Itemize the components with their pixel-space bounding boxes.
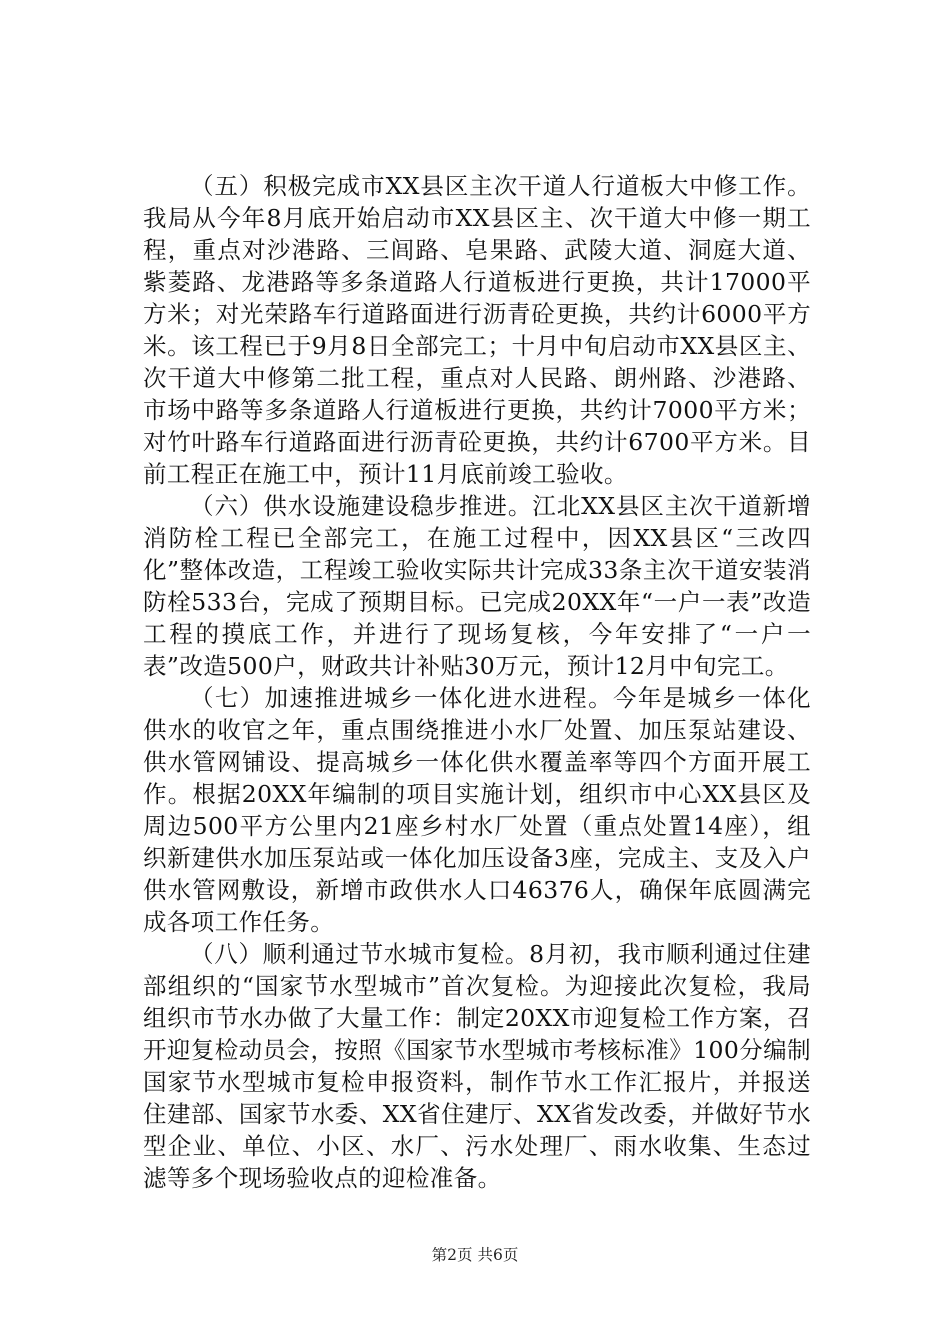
paragraph-section-7: （七）加速推进城乡一体化进水进程。今年是城乡一体化供水的收官之年，重点围绕推进小水厂处置、加压泵站建设、供水管网铺设、提高城乡一体化供水覆盖率等四个方面开展工作。根据20XX年编制的项目实施计划，组织市中心XX县区及周边500平方公里内21座乡村水厂处置（重点处置14座），组织新建供水加压泵站或一体化加压设备3座，完成主、支及入户供水管网敷设，新增市政供水人口46376人，确保年底圆满完成各项工作任务。 — [143, 684, 811, 936]
document-body — [143, 170, 811, 1194]
paragraph-section-8: （八）顺利通过节水城市复检。8月初，我市顺利通过住建部组织的“国家节水型城市”首次复检。为迎接此次复检，我局组织市节水办做了大量工作：制定20XX市迎复检工作方案，召开迎复检动员会，按照《国家节水型城市考核标准》100分编制国家节水型城市复检申报资料，制作节水工作汇报片，并报送住建部、国家节水委、XX省住建厅、XX省发改委，并做好节水型企业、单位、小区、水厂、污水处理厂、雨水收集、生态过滤等多个现场验收点的迎检准备。 — [143, 940, 811, 1192]
paragraph-section-5: （五）积极完成市XX县区主次干道人行道板大中修工作。我局从今年8月底开始启动市XX县区主、次干道大中修一期工程，重点对沙港路、三闾路、皂果路、武陵大道、洞庭大道、紫菱路、龙港路等多条道路人行道板进行更换，共计17000平方米；对光荣路车行道路面进行沥青砼更换，共约计6000平方米。该工程已于9月8日全部完工；十月中旬启动市XX县区主、次干道大中修第二批工程，重点对人民路、朗州路、沙港路、市场中路等多条道路人行道板进行更换，共约计7000平方米；对竹叶路车行道路面进行沥青砼更换，共约计6700平方米。目前工程正在施工中，预计11月底前竣工验收。 — [143, 172, 811, 488]
paragraph-section-6: （六）供水设施建设稳步推进。江北XX县区主次干道新增消防栓工程已全部完工，在施工过程中，因XX县区“三改四化”整体改造，工程竣工验收实际共计完成33条主次干道安装消防栓533台，完成了预期目标。已完成20XX年“一户一表”改造工程的摸底工作，并进行了现场复核，今年安排了“一户一表”改造500户，财政共计补贴30万元，预计12月中旬完工。 — [143, 492, 811, 680]
page-number-footer: 第2页 共6页 — [431, 1246, 519, 1264]
